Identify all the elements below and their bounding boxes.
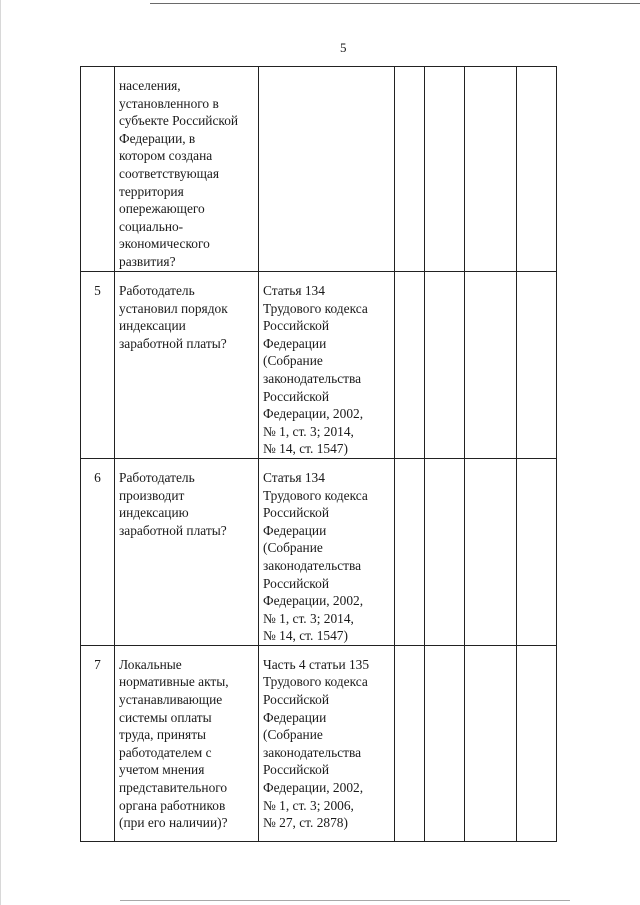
question-text: Работодатель установил порядок индексации заработной платы? [119,283,228,351]
scan-edge-bottom [120,900,570,901]
question-cell [115,272,259,459]
answer-yes-cell[interactable] [395,272,425,459]
answer-not-applicable-cell[interactable] [465,645,517,841]
table-row [81,67,557,272]
answer-yes-cell[interactable] [395,458,425,645]
legal-reference-text: Статья 134 Трудового кодекса Российской Федерации (Собрание законодательства Российской Федерации, 2002, № 1, ст. 3; 2014, № 14, ст. 1547) [263,283,368,457]
question-cell [115,458,259,645]
answer-not-applicable-cell[interactable] [465,67,517,272]
legal-reference-text: Часть 4 статьи 135 Трудового кодекса Российской Федерации (Собрание законодательства Российской Федерации, 2002, № 1, ст. 3; 2006, № 27, ст. 2878) [263,656,370,831]
answer-no-cell[interactable] [425,272,465,459]
question-cell [115,645,259,841]
answer-no-cell[interactable] [425,67,465,272]
note-cell[interactable] [517,67,557,272]
page-number: 5 [340,40,347,55]
table-row [81,458,557,645]
legal-reference-cell [259,272,395,459]
answer-yes-cell[interactable] [395,645,425,841]
note-cell[interactable] [517,272,557,459]
row-number: 5 [81,272,115,459]
table-row [81,272,557,459]
scan-edge-top [150,3,640,4]
note-cell[interactable] [517,645,557,841]
row-number [81,67,115,272]
table-row [81,645,557,841]
note-cell[interactable] [517,458,557,645]
scan-edge-left [0,0,1,905]
legal-reference-cell [259,458,395,645]
answer-no-cell[interactable] [425,458,465,645]
row-number: 6 [81,458,115,645]
answer-not-applicable-cell[interactable] [465,458,517,645]
answer-yes-cell[interactable] [395,67,425,272]
question-text: населения, установленного в субъекте Российской Федерации, в котором создана соответствующая территория опережающего социально- экономического развития? [119,78,239,269]
checklist-table [80,66,557,842]
answer-no-cell[interactable] [425,645,465,841]
row-number: 7 [81,645,115,841]
legal-reference-text: Статья 134 Трудового кодекса Российской Федерации (Собрание законодательства Российской Федерации, 2002, № 1, ст. 3; 2014, № 14, ст. 1547) [263,469,368,644]
question-text: Работодатель производит индексацию заработной платы? [119,469,227,538]
legal-reference-cell [259,645,395,841]
question-text: Локальные нормативные акты, устанавливающие системы оплаты труда, приняты работодателем с учетом мнения представительного органа работников (при его наличии)? [119,656,229,831]
question-cell [115,67,259,272]
answer-not-applicable-cell[interactable] [465,272,517,459]
legal-reference-cell [259,67,395,272]
